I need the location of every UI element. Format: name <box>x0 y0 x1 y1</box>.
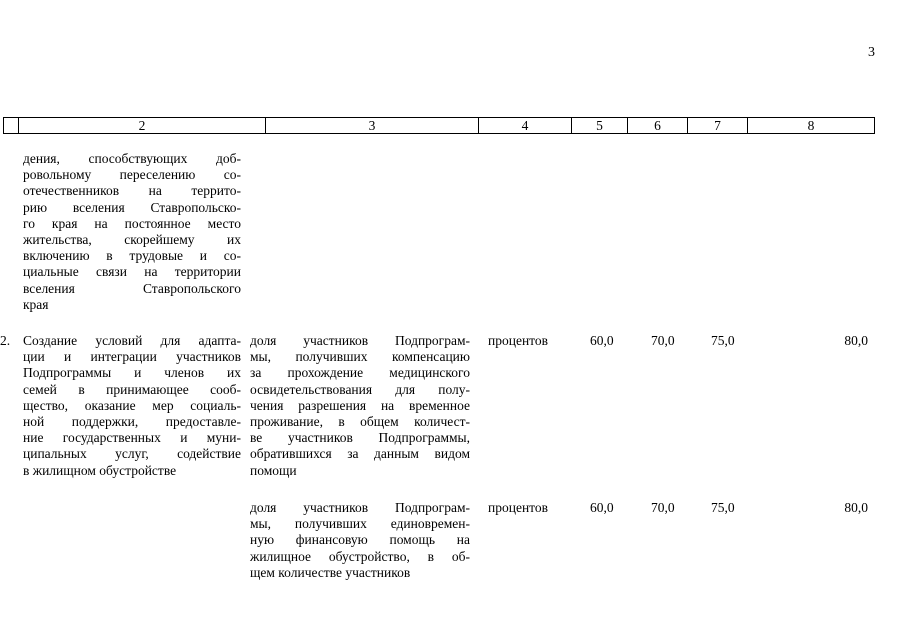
value-col6: 70,0 <box>651 500 675 515</box>
unit-cell: процентов <box>488 500 549 515</box>
text-line: доля участников Подпрограм- <box>250 333 470 348</box>
value-col7: 75,0 <box>711 500 735 515</box>
text-line: мы, получивших компенсацию <box>250 349 470 365</box>
row-number: 2. <box>0 333 11 348</box>
header-cell-7: 7 <box>687 118 747 133</box>
header-cell-6: 6 <box>627 118 687 133</box>
text-line: жительства, скорейшему их <box>23 232 241 248</box>
text-line: щество, оказание мер социаль- <box>23 397 241 413</box>
text-line: ровольному переселению со- <box>23 167 241 183</box>
unit-cell: процентов <box>488 333 549 348</box>
text-line: в жилищном обустройстве <box>23 462 177 478</box>
value-col8: 80,0 <box>844 500 868 515</box>
text-line: ципальных услуг, содействие <box>23 446 241 462</box>
text-line: края <box>23 296 49 312</box>
value-col7: 75,0 <box>711 333 735 348</box>
text-line: ние государственных и муни- <box>23 430 241 446</box>
text-line: жилищное обустройство, в об- <box>250 548 470 564</box>
header-cell-2: 2 <box>18 118 265 133</box>
header-cell-empty <box>4 118 18 133</box>
value-col5: 60,0 <box>590 500 614 515</box>
text-line: Создание условий для адапта- <box>23 333 241 348</box>
text-line: обратившихся за данным видом <box>250 446 470 462</box>
text-line: доля участников Подпрограм- <box>250 500 470 515</box>
text-line: ции и интеграции участников <box>23 349 241 365</box>
text-line: ной поддержки, предоставле- <box>23 414 241 430</box>
page-number: 3 <box>868 45 875 60</box>
header-cell-3: 3 <box>265 118 478 133</box>
text-line: мы, получивших единовремен- <box>250 516 470 532</box>
row-col3-text <box>250 500 470 581</box>
text-line: чения разрешения на временное <box>250 397 470 413</box>
value-col6: 70,0 <box>651 333 675 348</box>
row-col3-text <box>250 333 470 479</box>
value-col5: 60,0 <box>590 333 614 348</box>
text-line: освидетельствования для полу- <box>250 381 470 397</box>
text-line: за прохождение медицинского <box>250 365 470 381</box>
header-cell-5: 5 <box>571 118 627 133</box>
text-line: ве участников Подпрограммы, <box>250 430 470 446</box>
table-header-row <box>3 117 875 134</box>
text-line: семей в принимающее сооб- <box>23 381 241 397</box>
text-line: проживание, в общем количест- <box>250 414 470 430</box>
value-col8: 80,0 <box>844 333 868 348</box>
text-line: циальные связи на территории <box>23 264 241 280</box>
text-line: ную финансовую помощь на <box>250 532 470 548</box>
text-line: щем количестве участников <box>250 564 411 580</box>
header-cell-8: 8 <box>747 118 874 133</box>
continuation-col2-text <box>23 151 241 313</box>
row-col2-text <box>23 333 241 479</box>
text-line: Подпрограммы и членов их <box>23 365 241 381</box>
text-line: помощи <box>250 462 297 478</box>
text-line: дения, способствующих доб- <box>23 151 241 166</box>
text-line: включению в трудовые и со- <box>23 248 241 264</box>
text-line: отечественников на террито- <box>23 183 241 199</box>
text-line: рию вселения Ставропольско- <box>23 199 241 215</box>
header-cell-4: 4 <box>478 118 571 133</box>
text-line: го края на постоянное место <box>23 215 241 231</box>
text-line: вселения Ставропольского <box>23 280 241 296</box>
